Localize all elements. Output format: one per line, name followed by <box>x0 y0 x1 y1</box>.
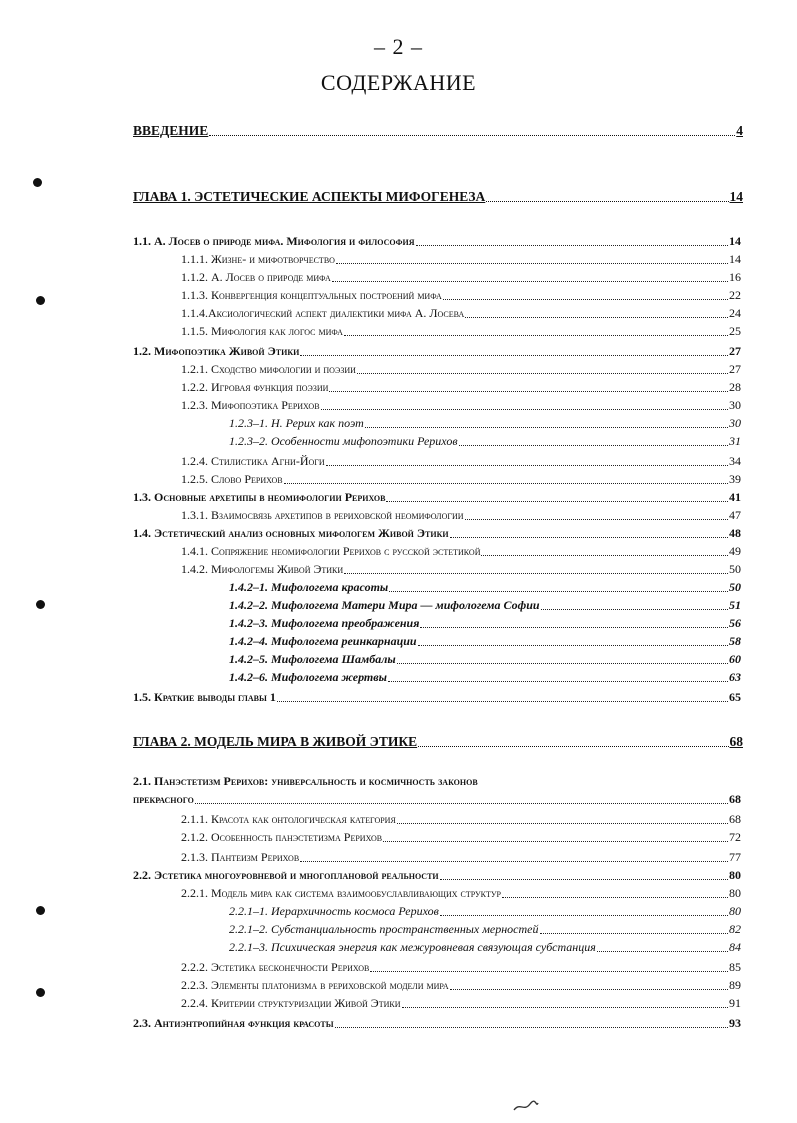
toc-entry-label: 1.4.2. Мифологемы Живой Этики <box>181 562 344 576</box>
toc-entry-page: 58 <box>729 634 741 648</box>
toc-entry-label: 1.3.1. Взаимосвязь архетипов в рериховской неомифологии <box>181 508 464 522</box>
page-number: – 2 – <box>374 34 423 59</box>
dot-leader <box>370 971 728 972</box>
dot-leader <box>450 989 728 990</box>
toc-entry[interactable] <box>181 828 741 846</box>
toc-entry-label: ГЛАВА 1. ЭСТЕТИЧЕСКИЕ АСПЕКТЫ МИФОГЕНЕЗА <box>133 189 486 204</box>
dot-leader <box>383 841 728 842</box>
toc-entry-page: 80 <box>729 868 741 882</box>
toc-entry[interactable] <box>181 396 741 414</box>
toc-entry-page: 16 <box>729 270 741 284</box>
toc-entry-label: 1.2.4. Стилистика Агни-Йоги <box>181 454 325 468</box>
dot-leader <box>418 645 728 646</box>
toc-entry-label: 2.1.2. Особенность панэстетизма Рерихов <box>181 830 383 844</box>
toc-entry-label: 2.2. Эстетика многоуровневой и многоплановой реальности <box>133 868 439 882</box>
toc-entry[interactable] <box>181 452 741 470</box>
toc-entry[interactable] <box>181 322 741 340</box>
toc-entry-label: 2.1. Панэстетизм Рерихов: универсальность и космичность законов <box>133 774 478 788</box>
dot-leader <box>397 663 728 664</box>
dot-leader <box>541 609 728 610</box>
toc-entry[interactable] <box>229 578 741 596</box>
toc-entry-page: 68 <box>729 812 741 826</box>
toc-entry[interactable] <box>181 994 741 1012</box>
toc-entry[interactable] <box>133 122 743 140</box>
toc-entry-label: 1.4.2–5. Мифологема Шамбалы <box>229 652 396 666</box>
dot-leader <box>481 555 728 556</box>
dot-leader <box>465 317 728 318</box>
toc-entry-page: 34 <box>729 454 741 468</box>
dot-leader <box>465 519 728 520</box>
toc-entry-page: 47 <box>729 508 741 522</box>
toc-entry[interactable] <box>133 733 743 751</box>
toc-entry[interactable] <box>229 938 741 956</box>
dot-leader <box>344 573 728 574</box>
toc-entry[interactable] <box>229 414 741 432</box>
toc-entry-page: 68 <box>729 734 743 749</box>
dot-leader <box>332 281 728 282</box>
toc-entry[interactable] <box>181 304 741 322</box>
toc-entry-label: 1.2.2. Игровая функция поэзии <box>181 380 329 394</box>
toc-entry-page: 84 <box>729 940 741 954</box>
toc-entry-page: 68 <box>729 792 741 806</box>
toc-entry-page: 72 <box>729 830 741 844</box>
dot-leader <box>195 803 728 804</box>
toc-entry-label: 1.4.2–1. Мифологема красоты <box>229 580 389 594</box>
dot-leader <box>540 933 729 934</box>
toc-entry-label: 1.1.1. Жизне- и мифотворчество <box>181 252 335 266</box>
toc-entry[interactable] <box>181 976 741 994</box>
toc-entry[interactable] <box>229 650 741 668</box>
toc-entry-page: 31 <box>729 434 741 448</box>
toc-entry-label: 1.4.2–4. Мифологема реинкарнации <box>229 634 417 648</box>
dot-leader <box>450 537 728 538</box>
toc-entry-page: 27 <box>729 344 741 358</box>
toc-entry[interactable] <box>133 342 741 360</box>
toc-entry-page: 91 <box>729 996 741 1010</box>
toc-entry-page: 93 <box>729 1016 741 1030</box>
dot-leader <box>502 897 728 898</box>
toc-entry[interactable] <box>181 360 741 378</box>
toc-entry-label-continued: прекрасного <box>133 792 194 806</box>
toc-entry-label: 1.2.3–1. Н. Рерих как поэт <box>229 416 364 430</box>
toc-entry[interactable] <box>181 542 741 560</box>
dot-leader <box>418 746 728 747</box>
toc-entry-label: 1.5. Краткие выводы главы 1 <box>133 690 276 704</box>
toc-entry-page: 14 <box>729 234 741 248</box>
toc-entry-page: 14 <box>729 189 743 204</box>
toc-entry-label: 1.4. Эстетический анализ основных мифологем Живой Этики <box>133 526 449 540</box>
dot-leader <box>597 951 728 952</box>
dot-leader <box>357 373 728 374</box>
toc-entry-label: 2.2.3. Элементы платонизма в рериховской модели мира <box>181 978 449 992</box>
dot-leader <box>335 1027 728 1028</box>
toc-entry-page: 4 <box>736 123 743 138</box>
toc-entry-page: 24 <box>729 306 741 320</box>
toc-entry-page: 65 <box>729 690 741 704</box>
toc-entry[interactable] <box>181 848 741 866</box>
dot-leader <box>386 501 728 502</box>
dot-leader <box>284 483 728 484</box>
dot-leader <box>440 879 728 880</box>
toc-entry-label: 1.2.3–2. Особенности мифопоэтики Рерихов <box>229 434 458 448</box>
toc-entry[interactable] <box>181 286 741 304</box>
toc-entry-page: 39 <box>729 472 741 486</box>
toc-entry-label: 1.2. Мифопоэтика Живой Этики <box>133 344 300 358</box>
toc-entry-page: 77 <box>729 850 741 864</box>
toc-entry-page: 27 <box>729 362 741 376</box>
toc-entry[interactable] <box>133 232 741 250</box>
toc-entry[interactable] <box>133 1014 741 1032</box>
toc-entry-label: 1.1. А. Лосев о природе мифа. Мифология и философия <box>133 234 415 248</box>
toc-entry-label: 1.2.1. Сходство мифологии и поэзии <box>181 362 356 376</box>
toc-entry[interactable] <box>181 884 741 902</box>
toc-entry-page: 50 <box>729 562 741 576</box>
dot-leader <box>388 681 728 682</box>
toc-entry[interactable] <box>181 958 741 976</box>
toc-entry-page: 60 <box>729 652 741 666</box>
toc-entry-page: 63 <box>729 670 741 684</box>
toc-entry-label: 1.4.2–3. Мифологема преображения <box>229 616 420 630</box>
toc-entry[interactable] <box>133 524 741 542</box>
toc-entry-page: 82 <box>729 922 741 936</box>
toc-entry-label: 1.4.1. Сопряжение неомифологии Рерихов с русской эстетикой <box>181 544 481 558</box>
toc-entry-page: 22 <box>729 288 741 302</box>
toc-entry-page: 14 <box>729 252 741 266</box>
toc-entry[interactable] <box>229 902 741 920</box>
dot-leader <box>440 915 728 916</box>
dot-leader <box>344 335 728 336</box>
scribble-mark <box>512 1100 540 1114</box>
dot-leader <box>300 355 728 356</box>
toc-entry-page: 80 <box>729 886 741 900</box>
toc-entry-label: 2.1.3. Пантеизм Рерихов <box>181 850 300 864</box>
dot-leader <box>416 245 728 246</box>
toc-entry[interactable] <box>229 668 741 686</box>
dot-leader <box>336 263 728 264</box>
hole-punch-mark <box>36 988 45 997</box>
toc-entry-page: 30 <box>729 416 741 430</box>
toc-entry[interactable] <box>133 866 741 884</box>
toc-entry-label: 2.2.4. Критерии структуризации Живой Этики <box>181 996 401 1010</box>
toc-entry-label: ГЛАВА 2. МОДЕЛЬ МИРА В ЖИВОЙ ЭТИКЕ <box>133 734 418 749</box>
hole-punch-mark <box>36 296 45 305</box>
toc-entry-page: 89 <box>729 978 741 992</box>
toc-entry-label: 1.1.5. Мифология как логос мифа <box>181 324 343 338</box>
toc-entry-label: 2.2.1–1. Иерархичность космоса Рерихов <box>229 904 439 918</box>
toc-entry[interactable] <box>181 268 741 286</box>
toc-entry[interactable] <box>229 432 741 450</box>
toc-entry-page: 85 <box>729 960 741 974</box>
dot-leader <box>321 409 728 410</box>
toc-entry-page: 50 <box>729 580 741 594</box>
toc-entry[interactable] <box>133 688 741 706</box>
toc-entry[interactable] <box>181 506 741 524</box>
toc-entry[interactable] <box>229 920 741 938</box>
toc-entry-label: 2.2.1–2. Субстанциальность пространственных мерностей <box>229 922 539 936</box>
toc-entry-label: 2.1.1. Красота как онтологическая категория <box>181 812 396 826</box>
toc-entry-label: 1.1.3. Конвергенция концептуальных построений мифа <box>181 288 442 302</box>
dot-leader <box>459 445 728 446</box>
toc-entry[interactable] <box>133 488 741 506</box>
toc-entry[interactable] <box>181 378 741 396</box>
toc-entry-label: 1.1.4.Аксиологический аспект диалектики мифа А. Лосева <box>181 306 465 320</box>
toc-entry-label: ВВЕДЕНИЕ <box>133 123 209 138</box>
toc-entry[interactable] <box>133 188 743 206</box>
toc-entry-page: 48 <box>729 526 741 540</box>
toc-entry-label: 1.2.5. Слово Рерихов <box>181 472 283 486</box>
toc-entry-label: 1.3. Основные архетипы в неомифологии Рерихов <box>133 490 386 504</box>
dot-leader <box>443 299 728 300</box>
page-title: СОДЕРЖАНИЕ <box>320 70 477 95</box>
dot-leader <box>300 861 728 862</box>
hole-punch-mark <box>33 178 42 187</box>
dot-leader <box>365 427 728 428</box>
toc-entry[interactable] <box>229 596 741 614</box>
dot-leader <box>209 135 735 136</box>
toc-entry-label: 1.4.2–6. Мифологема жертвы <box>229 670 387 684</box>
dot-leader <box>420 627 728 628</box>
toc-entry[interactable] <box>229 632 741 650</box>
toc-entry[interactable] <box>181 810 741 828</box>
toc-entry-page: 30 <box>729 398 741 412</box>
dot-leader <box>389 591 728 592</box>
toc-entry-label: 1.1.2. А. Лосев о природе мифа <box>181 270 331 284</box>
dot-leader <box>397 823 728 824</box>
dot-leader <box>329 391 728 392</box>
toc-entry[interactable] <box>181 250 741 268</box>
toc-entry-label: 2.2.1. Модель мира как система взаимообуславливающих структур <box>181 886 502 900</box>
toc-entry-page: 28 <box>729 380 741 394</box>
dot-leader <box>402 1007 729 1008</box>
toc-entry-label: 2.2.2. Эстетика бесконечности Рерихов <box>181 960 370 974</box>
toc-entry-page: 49 <box>729 544 741 558</box>
toc-entry-page: 25 <box>729 324 741 338</box>
toc-entry-page: 80 <box>729 904 741 918</box>
dot-leader <box>326 465 728 466</box>
toc-entry-label: 1.4.2–2. Мифологема Матери Мира — мифологема Софии <box>229 598 540 612</box>
dot-leader <box>486 201 728 202</box>
toc-entry-label: 1.2.3. Мифопоэтика Рерихов <box>181 398 320 412</box>
hole-punch-mark <box>36 600 45 609</box>
toc-entry-page: 51 <box>729 598 741 612</box>
toc-entry[interactable] <box>181 470 741 488</box>
hole-punch-mark <box>36 906 45 915</box>
dot-leader <box>277 701 728 702</box>
toc-entry-label: 2.3. Антиэнтропийная функция красоты <box>133 1016 334 1030</box>
toc-entry-label: 2.2.1–3. Психическая энергия как межуровневая связующая субстанция <box>229 940 596 954</box>
toc-entry[interactable] <box>133 772 741 808</box>
toc-entry-page: 56 <box>729 616 741 630</box>
toc-entry[interactable] <box>181 560 741 578</box>
toc-entry[interactable] <box>229 614 741 632</box>
toc-entry-page: 41 <box>729 490 741 504</box>
